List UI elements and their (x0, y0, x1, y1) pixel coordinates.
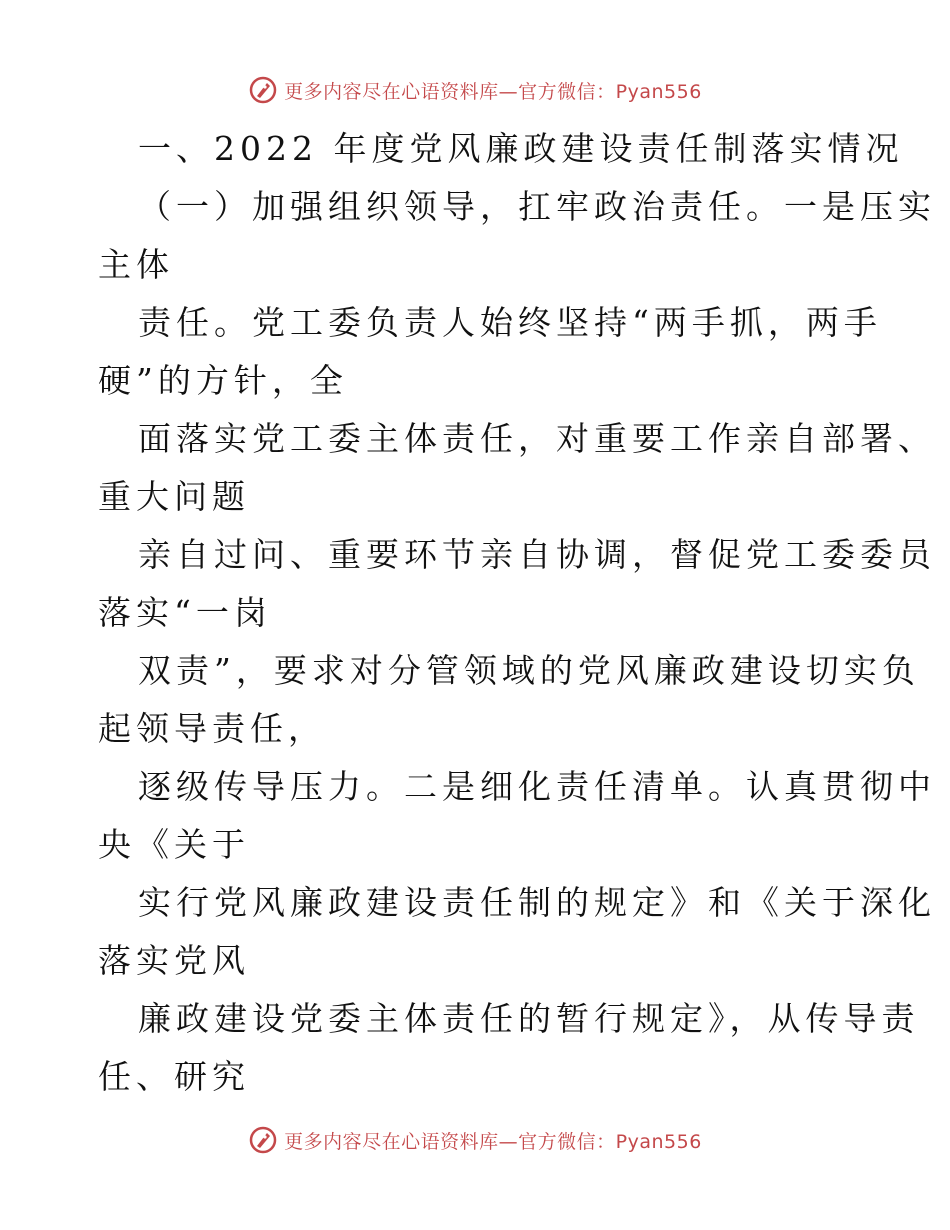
paragraph-line: 重大问题 (98, 477, 250, 516)
paragraph-line: 逐级传导压力。二是细化责任清单。认真贯彻中 (138, 767, 936, 806)
paragraph-line: 起领导责任， (98, 709, 326, 748)
header-banner-text: 更多内容尽在心语资料库—官方微信：Pyan556 (284, 80, 702, 103)
paragraph-line: （一）加强组织领导，扛牢政治责任。一是压实 (138, 187, 936, 226)
header-banner (0, 70, 950, 110)
paragraph-line: 硬”的方针，全 (98, 361, 348, 400)
paragraph-line: 任、研究 (98, 1057, 250, 1096)
footer-banner-text: 更多内容尽在心语资料库—官方微信：Pyan556 (284, 1130, 702, 1153)
section-heading: 一、2022 年度党风廉政建设责任制落实情况 (138, 129, 904, 168)
paragraph-line: 亲自过问、重要环节亲自协调，督促党工委委员 (138, 535, 936, 574)
paragraph-line: 落实“一岗 (98, 593, 272, 632)
paragraph-line: 双责”，要求对分管领域的党风廉政建设切实负 (138, 651, 920, 690)
paragraph-line: 实行党风廉政建设责任制的规定》和《关于深化 (138, 883, 936, 922)
footer-banner (0, 1120, 950, 1160)
paragraph-line: 责任。党工委负责人始终坚持“两手抓，两手 (138, 303, 882, 342)
pen-nib-logo-icon (248, 1125, 278, 1155)
paragraph-line: 面落实党工委主体责任，对重要工作亲自部署、 (138, 419, 936, 458)
paragraph-line: 落实党风 (98, 941, 250, 980)
pen-nib-logo-icon (248, 75, 278, 105)
paragraph-line: 廉政建设党委主体责任的暂行规定》，从传导责 (138, 999, 920, 1038)
paragraph-line: 主体 (98, 245, 174, 284)
paragraph-line: 央《关于 (98, 825, 250, 864)
